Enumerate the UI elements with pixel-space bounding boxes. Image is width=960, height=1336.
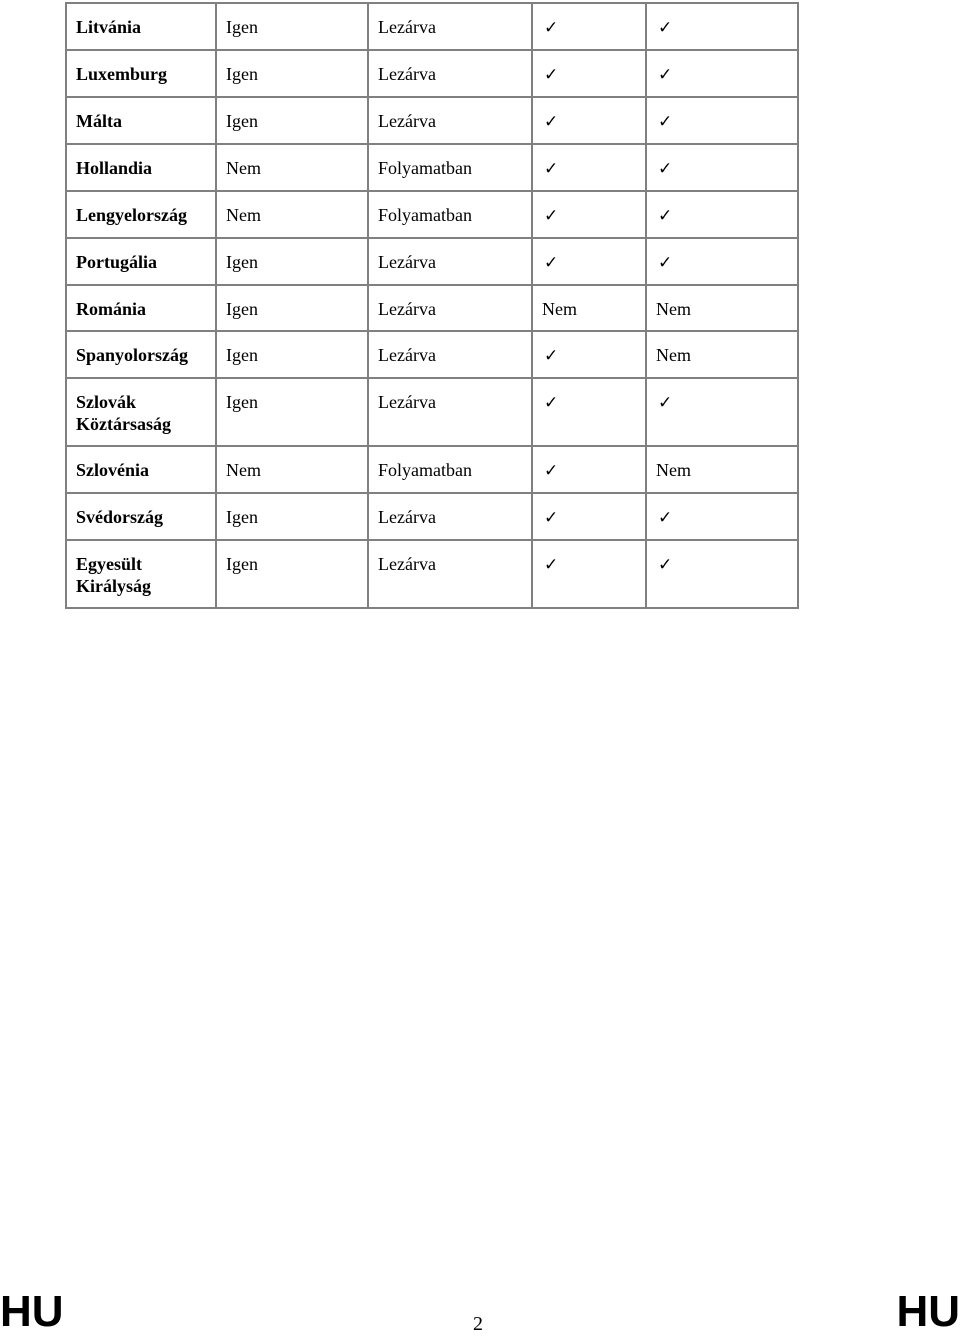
- checkmark-icon: ✓: [544, 461, 559, 481]
- cell-text: Málta: [76, 111, 122, 131]
- checkmark-icon: ✓: [658, 508, 673, 528]
- cell-text: Portugália: [76, 252, 157, 272]
- country-cell: [66, 144, 216, 191]
- status-cell: [216, 446, 368, 493]
- checkmark-icon: ✓: [544, 65, 559, 85]
- procedure-cell: [368, 378, 532, 446]
- check-cell-a: [532, 493, 646, 540]
- status-cell: [216, 238, 368, 285]
- status-cell: [216, 540, 368, 608]
- check-cell-b: [646, 446, 798, 493]
- check-cell-a: [532, 144, 646, 191]
- table-row: [66, 493, 798, 540]
- checkmark-icon: ✓: [544, 159, 559, 179]
- checkmark-icon: ✓: [544, 18, 559, 38]
- cell-text: Lezárva: [378, 345, 436, 365]
- checkmark-icon: ✓: [544, 206, 559, 226]
- checkmark-icon: ✓: [544, 346, 559, 366]
- cell-text: Folyamatban: [378, 158, 472, 178]
- cell-text: Lengyelország: [76, 205, 187, 225]
- procedure-cell: [368, 285, 532, 331]
- cell-text: Spanyolország: [76, 345, 189, 365]
- checkmark-icon: ✓: [658, 159, 673, 179]
- check-cell-a: [532, 378, 646, 446]
- cell-text: Lezárva: [378, 64, 436, 84]
- cell-text: Igen: [226, 252, 258, 272]
- cell-text: Nem: [226, 460, 261, 480]
- table-row: [66, 144, 798, 191]
- procedure-cell: [368, 540, 532, 608]
- page-number: 2: [473, 1313, 483, 1335]
- cell-text: Litvánia: [76, 17, 142, 37]
- checkmark-icon: ✓: [544, 253, 559, 273]
- cell-text: Nem: [656, 460, 691, 480]
- procedure-cell: [368, 144, 532, 191]
- cell-text: Lezárva: [378, 554, 436, 574]
- status-cell: [216, 50, 368, 97]
- check-cell-a: [532, 3, 646, 50]
- status-cell: [216, 97, 368, 144]
- check-cell-b: [646, 331, 798, 378]
- check-cell-a: [532, 97, 646, 144]
- cell-text: Nem: [226, 158, 261, 178]
- cell-text: Igen: [226, 507, 258, 527]
- cell-text: Igen: [226, 392, 258, 412]
- status-cell: [216, 191, 368, 238]
- country-cell: [66, 50, 216, 97]
- checkmark-icon: ✓: [544, 112, 559, 132]
- country-cell: [66, 331, 216, 378]
- table-row: [66, 540, 798, 608]
- country-cell: [66, 446, 216, 493]
- status-cell: [216, 3, 368, 50]
- cell-text: Folyamatban: [378, 205, 472, 225]
- cell-text: Lezárva: [378, 252, 436, 272]
- country-status-table: [65, 2, 799, 609]
- cell-text: Szlovák Köztársaság: [76, 392, 171, 434]
- cell-text: Svédország: [76, 507, 163, 527]
- status-cell: [216, 144, 368, 191]
- checkmark-icon: ✓: [544, 555, 559, 575]
- check-cell-b: [646, 3, 798, 50]
- check-cell-b: [646, 493, 798, 540]
- cell-text: Igen: [226, 17, 258, 37]
- check-cell-a: [532, 285, 646, 331]
- country-cell: [66, 97, 216, 144]
- cell-text: Románia: [76, 299, 147, 319]
- cell-text: Hollandia: [76, 158, 153, 178]
- cell-text: Nem: [656, 345, 691, 365]
- procedure-cell: [368, 493, 532, 540]
- procedure-cell: [368, 446, 532, 493]
- country-cell: [66, 238, 216, 285]
- check-cell-a: [532, 331, 646, 378]
- check-cell-b: [646, 238, 798, 285]
- table-row: [66, 97, 798, 144]
- checkmark-icon: ✓: [658, 393, 673, 413]
- country-cell: [66, 3, 216, 50]
- table-row: [66, 378, 798, 446]
- cell-text: Igen: [226, 554, 258, 574]
- checkmark-icon: ✓: [658, 253, 673, 273]
- table-row: [66, 238, 798, 285]
- check-cell-b: [646, 97, 798, 144]
- country-cell: [66, 493, 216, 540]
- check-cell-b: [646, 50, 798, 97]
- check-cell-a: [532, 540, 646, 608]
- country-cell: [66, 540, 216, 608]
- cell-text: Lezárva: [378, 17, 436, 37]
- procedure-cell: [368, 97, 532, 144]
- check-cell-b: [646, 378, 798, 446]
- cell-text: Nem: [542, 299, 577, 319]
- checkmark-icon: ✓: [658, 18, 673, 38]
- status-cell: [216, 331, 368, 378]
- cell-text: Szlovénia: [76, 460, 150, 480]
- check-cell-b: [646, 144, 798, 191]
- country-cell: [66, 285, 216, 331]
- cell-text: Lezárva: [378, 392, 436, 412]
- table-row: [66, 3, 798, 50]
- table-body: [66, 3, 798, 608]
- table-row: [66, 191, 798, 238]
- cell-text: Lezárva: [378, 111, 436, 131]
- checkmark-icon: ✓: [658, 555, 673, 575]
- status-cell: [216, 285, 368, 331]
- table-row: [66, 50, 798, 97]
- table-row: [66, 285, 798, 331]
- cell-text: Egyesült Királyság: [76, 554, 151, 596]
- footer-language-code-left: HU: [0, 1287, 64, 1336]
- procedure-cell: [368, 191, 532, 238]
- cell-text: Luxemburg: [76, 64, 168, 84]
- check-cell-b: [646, 540, 798, 608]
- cell-text: Igen: [226, 299, 258, 319]
- procedure-cell: [368, 50, 532, 97]
- cell-text: Igen: [226, 345, 258, 365]
- cell-text: Folyamatban: [378, 460, 472, 480]
- cell-text: Lezárva: [378, 299, 436, 319]
- procedure-cell: [368, 3, 532, 50]
- status-cell: [216, 378, 368, 446]
- checkmark-icon: ✓: [658, 112, 673, 132]
- check-cell-b: [646, 191, 798, 238]
- check-cell-a: [532, 238, 646, 285]
- cell-text: Igen: [226, 64, 258, 84]
- procedure-cell: [368, 331, 532, 378]
- checkmark-icon: ✓: [658, 65, 673, 85]
- checkmark-icon: ✓: [544, 508, 559, 528]
- checkmark-icon: ✓: [658, 206, 673, 226]
- check-cell-b: [646, 285, 798, 331]
- check-cell-a: [532, 191, 646, 238]
- check-cell-a: [532, 50, 646, 97]
- table-row: [66, 446, 798, 493]
- cell-text: Nem: [226, 205, 261, 225]
- cell-text: Nem: [656, 299, 691, 319]
- procedure-cell: [368, 238, 532, 285]
- checkmark-icon: ✓: [544, 393, 559, 413]
- cell-text: Igen: [226, 111, 258, 131]
- footer-language-code-right: HU: [896, 1287, 960, 1336]
- status-cell: [216, 493, 368, 540]
- check-cell-a: [532, 446, 646, 493]
- country-cell: [66, 191, 216, 238]
- table-row: [66, 331, 798, 378]
- country-cell: [66, 378, 216, 446]
- cell-text: Lezárva: [378, 507, 436, 527]
